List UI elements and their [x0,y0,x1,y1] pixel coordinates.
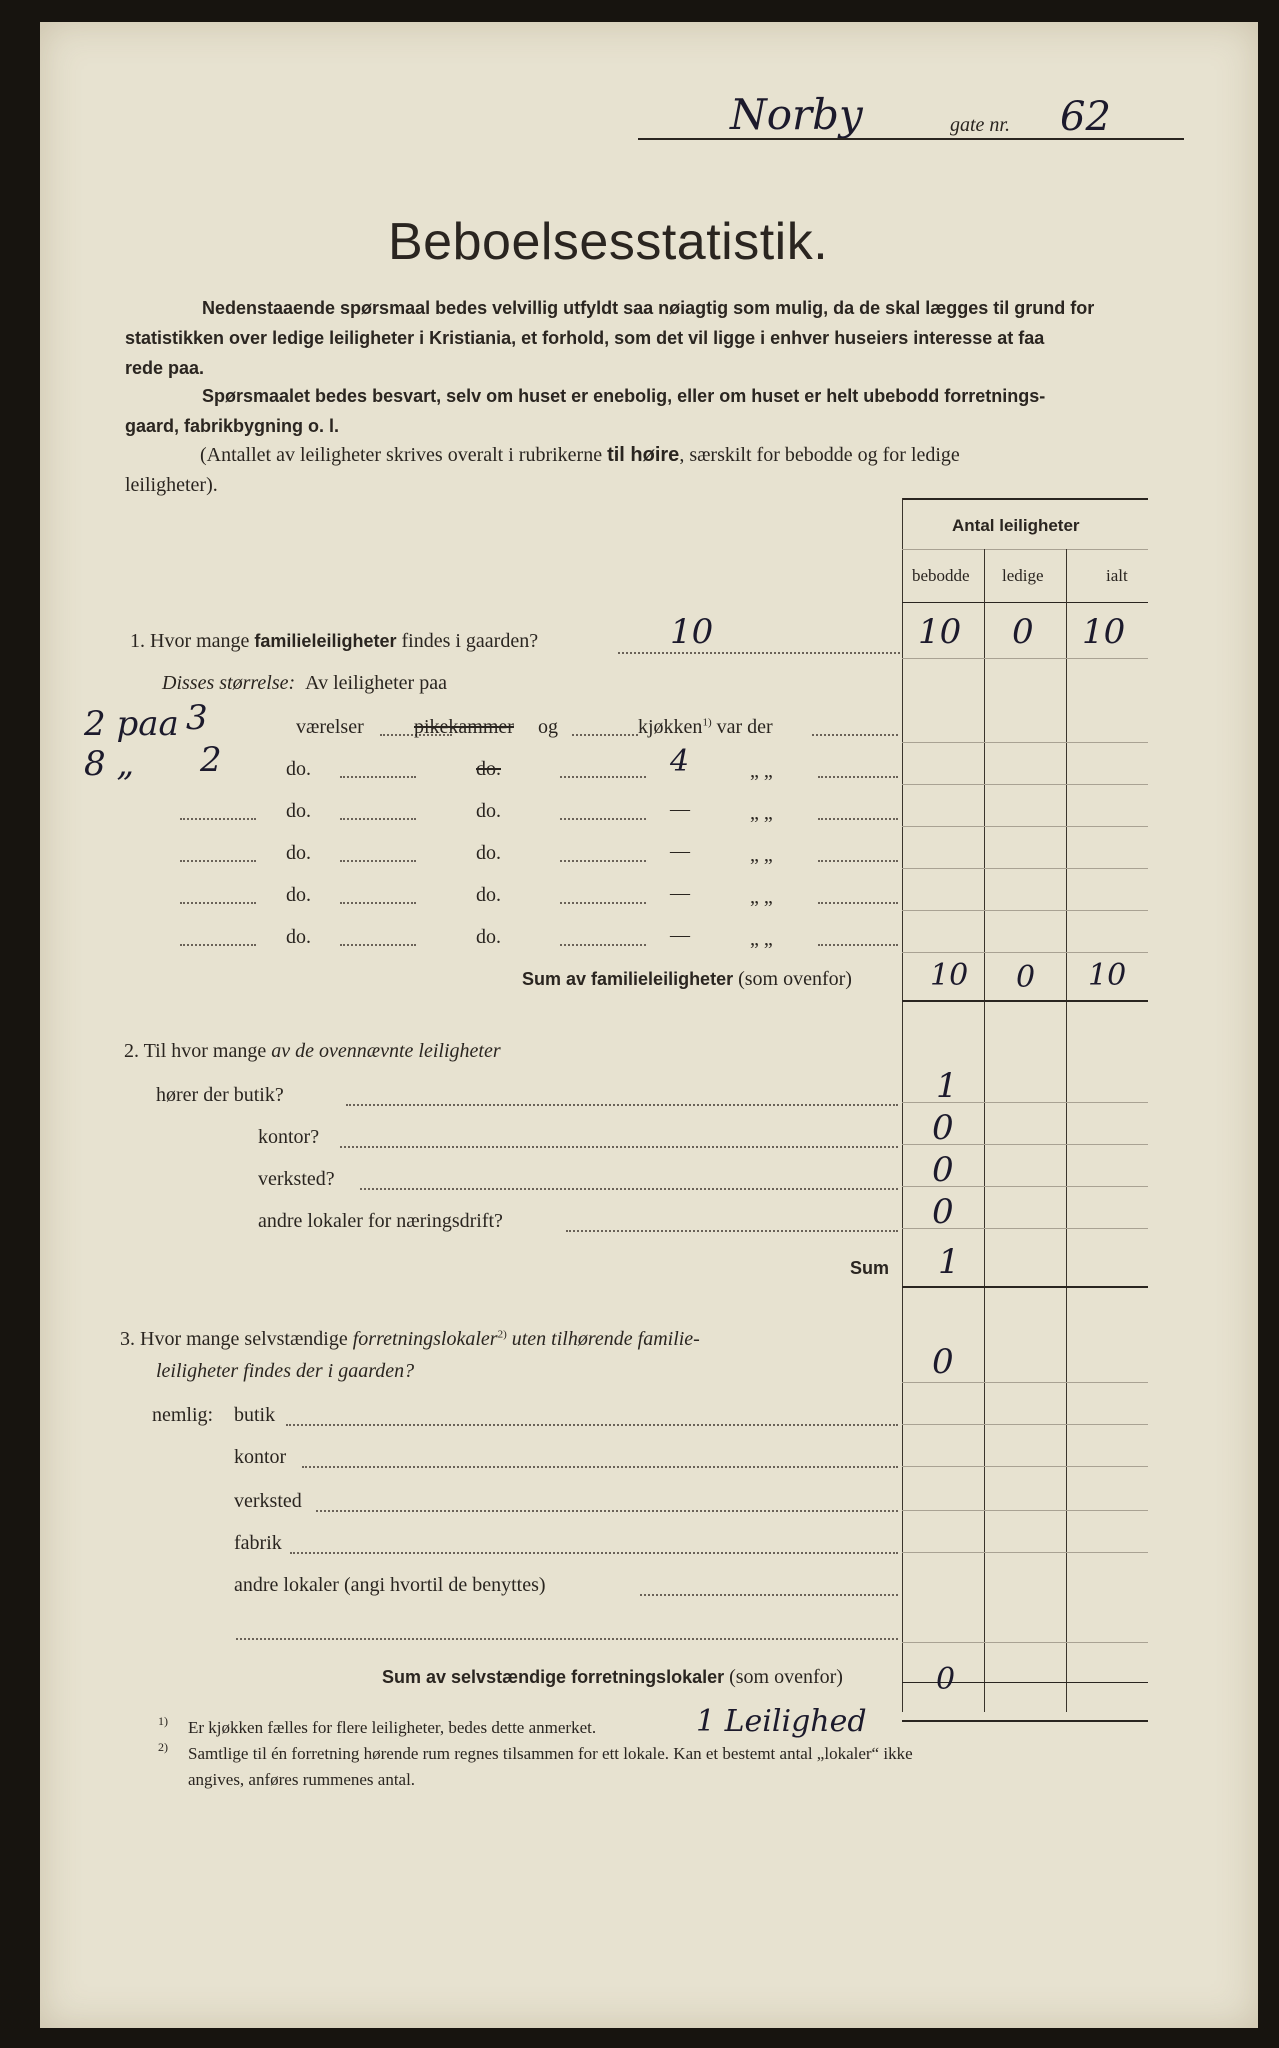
size-row2-leader [818,776,898,778]
size-row2-do: do. [286,758,311,780]
sum3-rule [902,1720,1148,1722]
size-row5-do: do. [286,884,311,906]
street-number-handwritten: 62 [1060,94,1111,140]
size-row3-dots2 [560,818,646,820]
q3-butik-dots [286,1424,898,1426]
size-row6-ditto: „ „ [750,928,773,950]
q1-ledige-value: 0 [1012,612,1034,652]
size-row2-do-struck: do. [476,758,501,780]
form-sheet [40,22,1258,2028]
size-row5-dots [340,902,416,904]
q2-verksted-value: 0 [932,1150,954,1190]
intro-p1-line1: Nedenstaaende spørsmaal bedes velvillig utfyldt saa nøiagtig som mulig, da de skal lægges til grund for [202,298,1095,318]
q3-extra-dots [236,1638,898,1640]
q3-andre-dots [640,1594,898,1596]
size-row4-dash: — [670,840,690,862]
q3-kontor-dots [302,1466,898,1468]
table-title: Antal leiligheter [952,516,1080,535]
size-row6-do2: do. [476,926,501,948]
size-row3-leader [818,818,898,820]
footnote2-line1: Samtlige til én forretning hørende rum regnes tilsammen for ett lokale. Kan et bestemt antal „lokaler“ ikke [188,1744,913,1763]
size-row2-dots [340,776,416,778]
intro-p1-line3: rede paa. [125,358,205,378]
q2-kontor-label: kontor? [258,1126,320,1148]
q1-sizes-line: Disses størrelse: Av leiligheter paa [162,672,447,694]
row-rule [902,952,1148,953]
intro-p2-line2: gaard, fabrikbygning o. l. [125,416,340,436]
size-row6-dash: — [670,924,690,946]
q2-andre-value: 0 [932,1192,954,1232]
row-rule [902,1466,1148,1467]
gate-label: gate nr. [950,114,1010,136]
q3-sum-label: Sum av selvstændige forretningslokaler (som ovenfor) [382,1666,843,1688]
q1-bebodde-value: 10 [918,612,962,652]
size-row4-do: do. [286,842,311,864]
intro-p1-line2: statistikken over ledige leiligheter i Kristiania, et forhold, som det vil ligge i enhver huseiers interesse at faa [125,328,1045,348]
q3-sum-value: 0 [936,1662,956,1697]
col-bebodde: bebodde [912,566,970,585]
size-row1-struck: pikekammer [414,716,514,738]
sum1-rule [902,1000,1148,1002]
row-rule [902,658,1148,659]
q2-andre-dots [566,1230,898,1232]
footnote2-mark: 2) [158,1740,168,1754]
footnote2-line2: angives, anføres rummenes antal. [188,1770,416,1789]
size-row2-rooms: 2 [200,740,222,780]
q3-nemlig: nemlig: [152,1404,214,1426]
q2-kontor-value: 0 [932,1108,954,1148]
row-rule [902,826,1148,827]
row-rule [902,910,1148,911]
table-header-rule [902,602,1148,603]
row-rule [902,742,1148,743]
q2-andre-label: andre lokaler for næringsdrift? [258,1210,503,1232]
q2-verksted-dots [360,1188,898,1190]
q3-value: 0 [932,1342,954,1382]
q2-butik-value: 1 [936,1066,958,1106]
q1-label: 1. Hvor mange familieleiligheter findes i gaarden? [130,630,539,652]
q2-sum-value: 1 [938,1242,960,1282]
size-row1-dots2 [572,734,638,736]
size-row3-count-dots [180,818,256,820]
size-row3-dash: — [670,798,690,820]
size-row5-do2: do. [476,884,501,906]
col-divider-2 [1066,549,1067,1712]
q3-verksted-dots [316,1510,898,1512]
size-row6-count-dots [180,944,256,946]
footnote1-mark: 1) [158,1714,168,1728]
size-row2-kitchen: 4 [670,744,690,779]
q1-ialt-value: 10 [1082,612,1126,652]
street-name-handwritten: Norby [730,90,863,139]
table-title-rule [902,549,1148,550]
q3-label-line2: leiligheter findes der i gaarden? [156,1360,415,1382]
size-row4-leader [818,860,898,862]
size-row3-dots [340,818,416,820]
q3-fabrik-dots [290,1552,898,1554]
size-row4-dots [340,860,416,862]
col-ledige: ledige [1002,566,1044,585]
q2-verksted-label: verksted? [258,1168,335,1190]
q3-andre-label: andre lokaler (angi hvortil de benyttes) [234,1574,546,1596]
col-ialt: ialt [1106,566,1128,585]
page-title: Beboelsesstatistik. [388,213,829,271]
size-row2-dots2 [560,776,646,778]
size-row6-do: do. [286,926,311,948]
size-row5-leader [818,902,898,904]
intro-p2-line1: Spørsmaalet bedes besvart, selv om huset er enebolig, eller om huset er helt ubebodd forretnings- [202,386,1046,406]
col-divider-1 [984,549,985,1712]
footnote1-text: Er kjøkken fælles for flere leiligheter, bedes dette anmerket. [188,1718,597,1737]
size-row5-count-dots [180,902,256,904]
q1-handwritten-count: 10 [670,612,714,652]
row-rule [902,1552,1148,1553]
row-rule [902,868,1148,869]
row-rule [902,1424,1148,1425]
q3-verksted-label: verksted [234,1490,302,1512]
size-row5-dots2 [560,902,646,904]
street-underline [638,138,1184,140]
size-row5-ditto: „ „ [750,886,773,908]
q1-sum-ialt: 10 [1088,958,1127,993]
size-row2-count: 8 „ [84,744,135,784]
footnote1-handwritten: 1 Leilighed [696,1704,867,1739]
q3-kontor-label: kontor [234,1446,287,1468]
size-row1-word: værelser [296,716,364,738]
size-row1-count: 2 paa [84,704,179,744]
row-rule [902,1510,1148,1511]
q1-leader-dots [618,652,900,654]
q1-sum-bebodde: 10 [930,958,969,993]
q2-kontor-dots [340,1146,898,1148]
table-left-rule [902,498,903,1712]
size-row2-ditto: „ „ [750,760,773,782]
q3-fabrik-label: fabrik [234,1532,282,1554]
sum2-rule [902,1286,1148,1288]
row-rule [902,784,1148,785]
q3-label-line1: 3. Hvor mange selvstændige forretningslokaler$^{2)}$ uten tilhørende familie- [120,1328,700,1350]
size-row3-do2: do. [476,800,501,822]
size-row3-do: do. [286,800,311,822]
size-row6-leader [818,944,898,946]
row-rule [902,1382,1148,1383]
size-row1-rooms: 3 [186,698,208,738]
row-rule [902,1642,1148,1643]
size-row1-leader [812,734,898,736]
size-row4-dots2 [560,860,646,862]
q2-butik-label: hører der butik? [156,1084,284,1106]
table-top-rule [902,498,1148,500]
q2-butik-dots [346,1104,898,1106]
intro-p3-line2: leiligheter). [125,474,218,496]
size-row4-do2: do. [476,842,501,864]
size-row6-dots [340,944,416,946]
size-row3-ditto: „ „ [750,802,773,824]
q1-sum-ledige: 0 [1016,960,1036,995]
q3-butik-label: butik [234,1404,276,1426]
size-row6-dots2 [560,944,646,946]
q1-sum-label: Sum av familieleiligheter (som ovenfor) [522,968,852,990]
q2-label: 2. Til hvor mange av de ovennævnte leiligheter [124,1040,501,1062]
size-row1-og: og [538,716,558,738]
size-row4-ditto: „ „ [750,844,773,866]
intro-p3-line1: (Antallet av leiligheter skrives overalt i rubrikerne til høire, særskilt for bebodde og for ledige [200,444,960,466]
size-row5-dash: — [670,882,690,904]
size-row1-kitchen: kjøkken$^{1)}$ var der [638,716,773,738]
size-row4-count-dots [180,860,256,862]
q2-sum-label: Sum [850,1258,890,1278]
